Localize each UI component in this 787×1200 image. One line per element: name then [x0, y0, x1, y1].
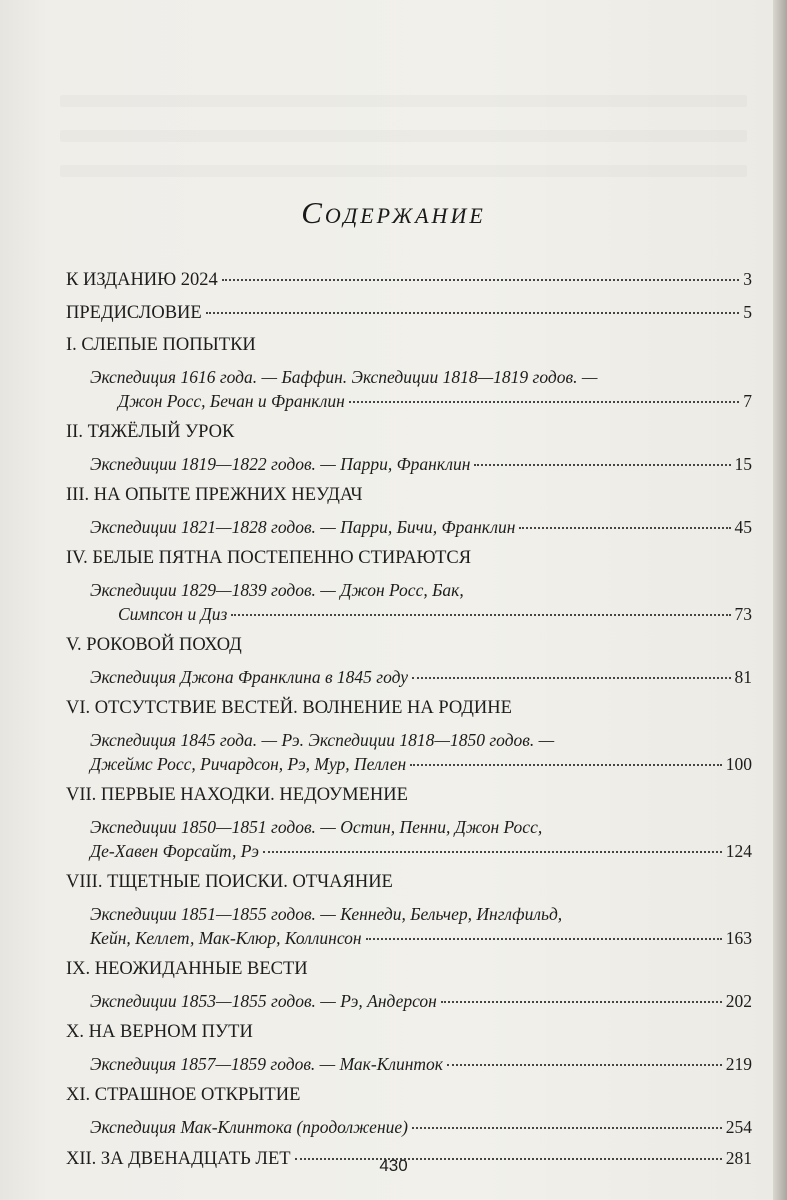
page-number: 45: [734, 517, 752, 537]
chapter-title: XII. ЗА ДВЕНАДЦАТЬ ЛЕТ: [66, 1149, 291, 1169]
dot-leader: [441, 1001, 722, 1003]
toc-entry[interactable]: [66, 302, 752, 328]
toc-entry[interactable]: [66, 422, 752, 448]
chapter-subtitle: Экспедиция 1857—1859 годов. — Мак-Клинток 219: [90, 1054, 752, 1074]
toc-entry[interactable]: [66, 1085, 752, 1111]
chapter-title: V. РОКОВОЙ ПОХОД: [66, 635, 242, 655]
chapter-subtitle: Экспедиция 1845 года. — Рэ. Экспедиции 1818—1850 годов. —: [90, 730, 555, 750]
toc-entry[interactable]: [66, 785, 752, 811]
page-folio: 430: [379, 1156, 408, 1175]
chapter-title: X. НА ВЕРНОМ ПУТИ: [66, 1022, 253, 1042]
chapter-title: ПРЕДИСЛОВИЕ: [66, 303, 202, 323]
chapter-subtitle: Джон Росс, Бечан и Франклин 7: [118, 391, 752, 411]
chapter-subtitle: Кейн, Келлет, Мак-Клюр, Коллинсон 163: [90, 928, 752, 948]
chapter-subtitle: Экспедиции 1821—1828 годов. — Парри, Бичи, Франклин 45: [90, 517, 752, 537]
page-number: 281: [725, 1148, 752, 1168]
toc-entry[interactable]: [66, 548, 752, 574]
chapter-subtitle: Экспедиции 1829—1839 годов. — Джон Росс, Бак,: [90, 580, 464, 600]
page-number: 124: [725, 841, 752, 861]
bleed-through: [60, 95, 747, 107]
dot-leader: [349, 401, 739, 403]
dot-leader: [263, 851, 722, 853]
dot-leader: [474, 464, 730, 466]
page-number: 202: [725, 991, 752, 1011]
chapter-subtitle: Экспедиции 1851—1855 годов. — Кеннеди, Бельчер, Инглфильд,: [90, 904, 563, 924]
page-number: 73: [734, 604, 752, 624]
chapter-title: VIII. ТЩЕТНЫЕ ПОИСКИ. ОТЧАЯНИЕ: [66, 872, 393, 892]
chapter-subtitle: Экспедиция 1616 года. — Баффин. Экспедиции 1818—1819 годов. —: [90, 367, 598, 387]
toc-entry[interactable]: [66, 635, 752, 661]
dot-leader: [231, 614, 730, 616]
toc-entry[interactable]: [66, 872, 752, 898]
page-number: 3: [743, 269, 752, 289]
chapter-subtitle: Экспедиции 1853—1855 годов. — Рэ, Андерсон 202: [90, 991, 752, 1011]
page-number: 100: [725, 754, 752, 774]
table-of-contents: [66, 262, 752, 1174]
page-number: 5: [743, 302, 752, 322]
dot-leader: [366, 938, 722, 940]
toc-entry[interactable]: [66, 485, 752, 511]
toc-entry[interactable]: [66, 335, 752, 361]
page-number: 163: [725, 928, 752, 948]
page-number: 219: [725, 1054, 752, 1074]
toc-heading: Содержание: [301, 195, 486, 230]
toc-entry[interactable]: [66, 269, 752, 295]
chapter-title: II. ТЯЖЁЛЫЙ УРОК: [66, 422, 235, 442]
chapter-subtitle: Симпсон и Диз 73: [118, 604, 752, 624]
chapter-title: VII. ПЕРВЫЕ НАХОДКИ. НЕДОУМЕНИЕ: [66, 785, 408, 805]
chapter-subtitle: Экспедиции 1850—1851 годов. — Остин, Пенни, Джон Росс,: [90, 817, 543, 837]
chapter-title: IV. БЕЛЫЕ ПЯТНА ПОСТЕПЕННО СТИРАЮТСЯ: [66, 548, 472, 568]
chapter-title: XI. СТРАШНОЕ ОТКРЫТИЕ: [66, 1085, 301, 1105]
toc-entry[interactable]: [66, 1022, 752, 1048]
page-number: 254: [725, 1117, 752, 1137]
chapter-title: VI. ОТСУТСТВИЕ ВЕСТЕЙ. ВОЛНЕНИЕ НА РОДИНЕ: [66, 698, 512, 718]
bleed-through: [60, 165, 747, 177]
page-number: 7: [743, 391, 752, 411]
bleed-through: [60, 130, 747, 142]
dot-leader: [447, 1064, 722, 1066]
chapter-subtitle: Экспедиции 1819—1822 годов. — Парри, Франклин 15: [90, 454, 752, 474]
chapter-title: К ИЗДАНИЮ 2024: [66, 270, 218, 290]
chapter-title: I. СЛЕПЫЕ ПОПЫТКИ: [66, 335, 256, 355]
dot-leader: [206, 312, 740, 314]
chapter-title: III. НА ОПЫТЕ ПРЕЖНИХ НЕУДАЧ: [66, 485, 363, 505]
chapter-subtitle: Де-Хавен Форсайт, Рэ 124: [90, 841, 752, 861]
dot-leader: [412, 1127, 722, 1129]
toc-entry[interactable]: [66, 698, 752, 724]
chapter-subtitle: Экспедиция Джона Франклина в 1845 году 81: [90, 667, 752, 687]
toc-entry[interactable]: [66, 959, 752, 985]
chapter-title: IX. НЕОЖИДАННЫЕ ВЕСТИ: [66, 959, 308, 979]
dot-leader: [412, 677, 730, 679]
dot-leader: [519, 527, 730, 529]
dot-leader: [410, 764, 722, 766]
page-number: 81: [734, 667, 752, 687]
chapter-subtitle: Экспедиция Мак-Клинтока (продолжение) 254: [90, 1117, 752, 1137]
page-gutter-shadow: [773, 0, 787, 1200]
dot-leader: [222, 279, 739, 281]
page-number: 15: [734, 454, 752, 474]
chapter-subtitle: Джеймс Росс, Ричардсон, Рэ, Мур, Пеллен 100: [90, 754, 752, 774]
